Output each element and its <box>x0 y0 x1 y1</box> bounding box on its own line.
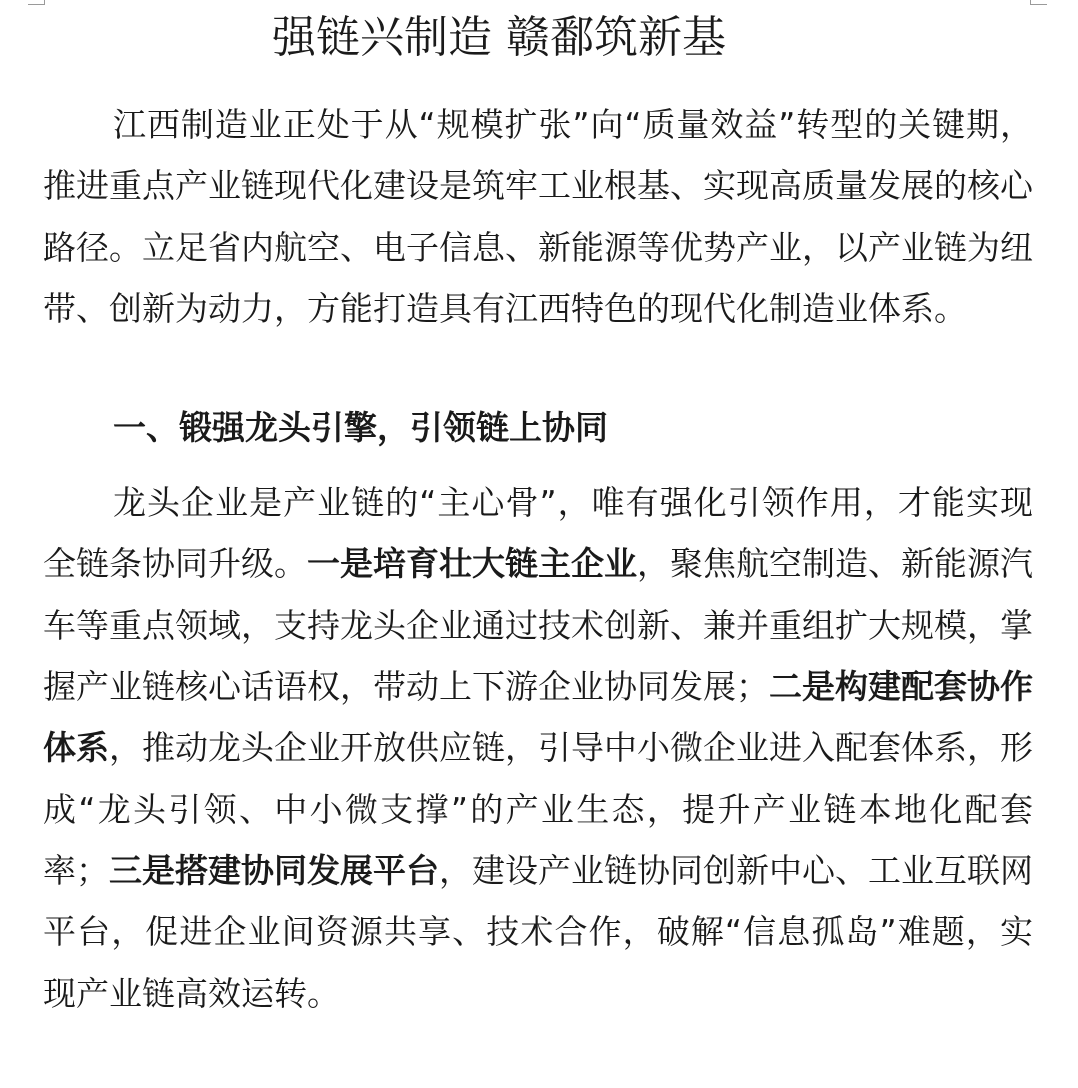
document-title: 强链兴制造 赣鄱筑新基 <box>272 12 726 63</box>
section-heading: 一、锻强龙头引擎，引领链上协同 <box>113 408 608 448</box>
paragraph-text: 龙头企业是产业链的“主心骨”，唯有强化引领作用，才能实现全链条协同升级。 <box>43 483 1033 584</box>
paragraph-text: ，建设产业链协同创新中心、工业互联网平台，促进企业间资源共享、技术合作，破解“信息孤岛”难题，实现产业链高效运转。 <box>43 850 1033 1013</box>
paragraph-text: ，推动龙头企业开放供应链，引导中小微企业进入配套体系，形成“龙头引领、中小微支撑”的产业生态，提升产业链本地化配套率； <box>43 728 1033 890</box>
intro-paragraph: 江西制造业正处于从“规模扩张”向“质量效益”转型的关键期，推进重点产业链现代化建设是筑牢工业根基、实现高质量发展的核心路径。立足省内航空、电子信息、新能源等优势产业，以产业链为纽带、创新为动力，方能打造具有江西特色的现代化制造业体系。 <box>43 105 1033 328</box>
paragraph-text: ，聚焦航空制造、新能源汽车等重点领域，支持龙头企业通过技术创新、兼并重组扩大规模，掌握产业链核心话语权，带动上下游企业协同发展； <box>43 544 1033 707</box>
bold-point-two: 二是构建配套协作体系 <box>43 667 1033 768</box>
document-page <box>43 0 1033 1024</box>
bold-point-three: 三是搭建协同发展平台 <box>109 850 439 890</box>
section-paragraph <box>43 472 1033 1024</box>
bold-point-one: 一是培育壮大链主企业 <box>307 544 637 584</box>
